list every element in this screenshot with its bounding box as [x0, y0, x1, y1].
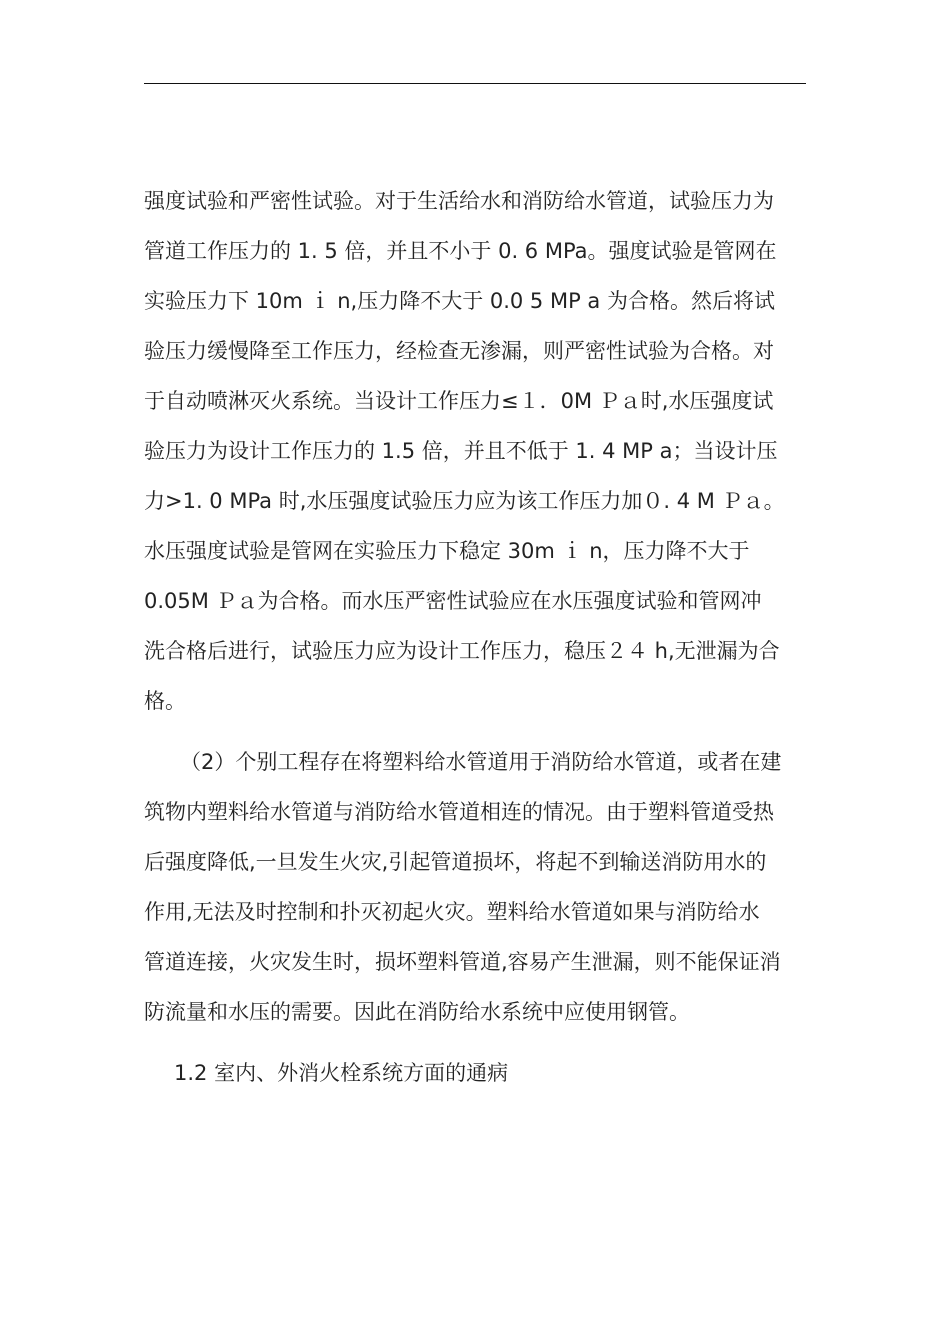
text-line: 水压强度试验是管网在实验压力下稳定 30m ｉ n，压力降不大于	[144, 539, 750, 563]
text-line: 于自动喷淋灭火系统。当设计工作压力≤１．0M Ｐａ时,水压强度试	[144, 389, 774, 413]
text-line: 洗合格后进行，试验压力应为设计工作压力，稳压２４ h,无泄漏为合	[144, 639, 780, 663]
text-line: 力>1. 0 MPa 时,水压强度试验压力应为该工作压力加０. 4 M Ｐａ。	[144, 489, 785, 513]
paragraph-spacing	[144, 726, 806, 737]
text-line: （2）个别工程存在将塑料给水管道用于消防给水管道，或者在建	[180, 750, 782, 774]
text-line: 验压力缓慢降至工作压力，经检查无渗漏，则严密性试验为合格。对	[144, 339, 774, 363]
paragraph-1	[144, 176, 806, 726]
text-line: 防流量和水压的需要。因此在消防给水系统中应使用钢管。	[144, 1000, 690, 1024]
section-heading: 1.2 室内、外消火栓系统方面的通病	[174, 1061, 509, 1085]
text-line: 0.05M Ｐａ为合格。而水压严密性试验应在水压强度试验和管网冲	[144, 589, 762, 613]
text-line: 格。	[144, 689, 186, 713]
text-line: 作用,无法及时控制和扑灭初起火灾。塑料给水管道如果与消防给水	[144, 900, 760, 924]
text-line: 管道工作压力的 1. 5 倍，并且不小于 0. 6 MPa。强度试验是管网在	[144, 239, 777, 263]
paragraph-2	[144, 737, 806, 1037]
header-rule	[144, 83, 806, 84]
text-line: 验压力为设计工作压力的 1.5 倍，并且不低于 1. 4 MP a；当设计压	[144, 439, 778, 463]
text-line: 后强度降低,一旦发生火灾,引起管道损坏，将起不到输送消防用水的	[144, 850, 767, 874]
paragraph-spacing	[144, 1037, 806, 1048]
text-line: 实验压力下 10m ｉ n,压力降不大于 0.0 5 MP a 为合格。然后将试	[144, 289, 775, 313]
body-text	[144, 176, 806, 1098]
text-line: 管道连接，火灾发生时，损坏塑料管道,容易产生泄漏，则不能保证消	[144, 950, 781, 974]
text-line: 强度试验和严密性试验。对于生活给水和消防给水管道，试验压力为	[144, 189, 774, 213]
text-line: 筑物内塑料给水管道与消防给水管道相连的情况。由于塑料管道受热	[144, 800, 774, 824]
